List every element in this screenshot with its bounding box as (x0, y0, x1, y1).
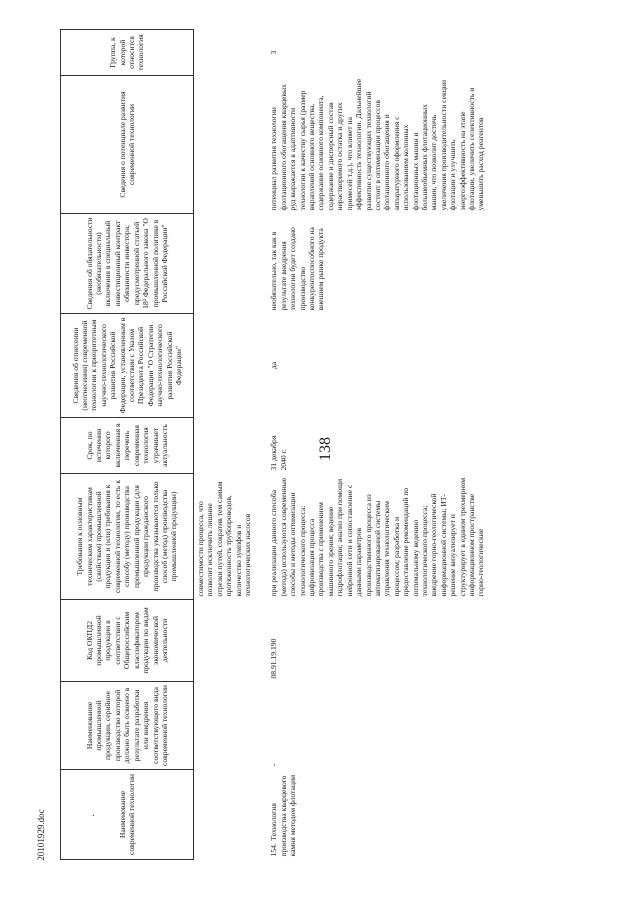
row-number: 154. (269, 843, 279, 857)
header-priority-status: Сведения об отнесении (неотнесении) современной технологии к приоритетным научно-технологического развития Российской Федерации, установленным в соответствии с Указом Президента Российской Федерации "О Стратегии научно-технологического развития Российской Федерации" (61, 314, 194, 418)
header-technology-group: Группа, к которой относится технология (61, 30, 194, 76)
header-development-potential: Сведения о потенциале развития современной технологии (61, 76, 194, 214)
header-requirements: Требования к основным техническим характеристикам (свойствам) промышленной продукции и (или) требования к современной технологии, то есть к способу (методу) производства промышленной продукции (для продукции гражданского производства указываются только способ (метод) производства промышленной продукции) (61, 474, 194, 600)
cell-product-name (255, 682, 488, 770)
table-row-continuation (194, 30, 256, 860)
header-product-name: Наименование промышленной продукции, серийное производство которой должно быть освоено в результате разработки или внедрения соответствующего вида современной технологии (61, 682, 194, 770)
table-header-row (61, 30, 194, 860)
technology-table-sheet (60, 30, 620, 860)
document-filename: 20101929.doc (36, 809, 46, 861)
requirements-continuation: совместимости процесса, что позволит исключить лишние отрезки путей, сократив тем самым протяженность трубопроводов, количество зумпфов и технологических насосов (196, 481, 253, 597)
table-row (255, 30, 488, 860)
cell-technology-name-text: Технология производства кварцевого камня методом флотации (269, 774, 298, 857)
cell-priority-status: да (269, 361, 279, 370)
cell-spic-obligation: необязательно, так как в результате внедрения технологии будет создано производство конкурентоспособного на внешнем рынке продукта (269, 227, 326, 311)
header-relevance-term: Срок, по истечении которого включенная в перечень современная технология утрачивает актуальность (61, 418, 194, 474)
technology-table (60, 29, 489, 860)
header-okpd2-code: Код ОКПД2 промышленной продукции в соответствии с Общероссийским классификатором продукции по видам экономической деятельности (61, 600, 194, 682)
cell-okpd2-code: 08.91.19.190 (269, 638, 279, 679)
cell-requirements: при реализации данного способа (метода) используются современные способы и методы оптимизации технологического процесса: цифровизация процесса производства с применением машинного зрения; ведение гидрофлотации; анализ при помощи нейронной сети и сопоставление с данными параметров производственного процесса из автоматизированной системы управления технологическим процессом; разработка и предоставление рекомендаций по оптимальному ведению технологического процесса; внедрение горно-геологической информационной системы; ИТ-решение визуализирует и структурирует в едином трехмерном информационном пространстве горно-геологические (269, 477, 486, 597)
cell-relevance-term: 31 декабря 2040 г. (269, 435, 288, 471)
cell-development-potential: потенциал развития технологии флотационного обогащения кварцевых руд выражается в адаптивности технологии к качеству сырья (размер вкраплений основного вещества, содержание основного компонента, содержание и дисперсный состав нерастворимого остатка и других примесей т.д.), что влияет на эффективность технологии. Дальнейшее развитие существующих технологий состоит в оптимизации процессов флотационного обогащения и аппаратурного оформления с использованием колонных флотационных машин и большеобъемных флотационных машин, что позволит достичь увеличения производительности секции флотации и улучшить энергоэффективность на этапе флотации, увеличить селективность и уменьшить расход реагентов (269, 78, 486, 211)
header-technology-name: Наименование современной технологии (61, 770, 194, 860)
margin-mark: . (92, 808, 95, 819)
page-number: 138 (317, 437, 334, 461)
header-spic-obligation: Сведения об обязательности (необязательности) включения в специальный инвестиционный контракт обязанности инвестора, предусмотренной статьей 18² Федерального закона "О промышленной политике в Российской Федерации" (61, 214, 194, 314)
cell-technology-name (255, 770, 488, 860)
row-tick: - (269, 763, 279, 767)
cell-technology-group: 3 (269, 50, 279, 55)
